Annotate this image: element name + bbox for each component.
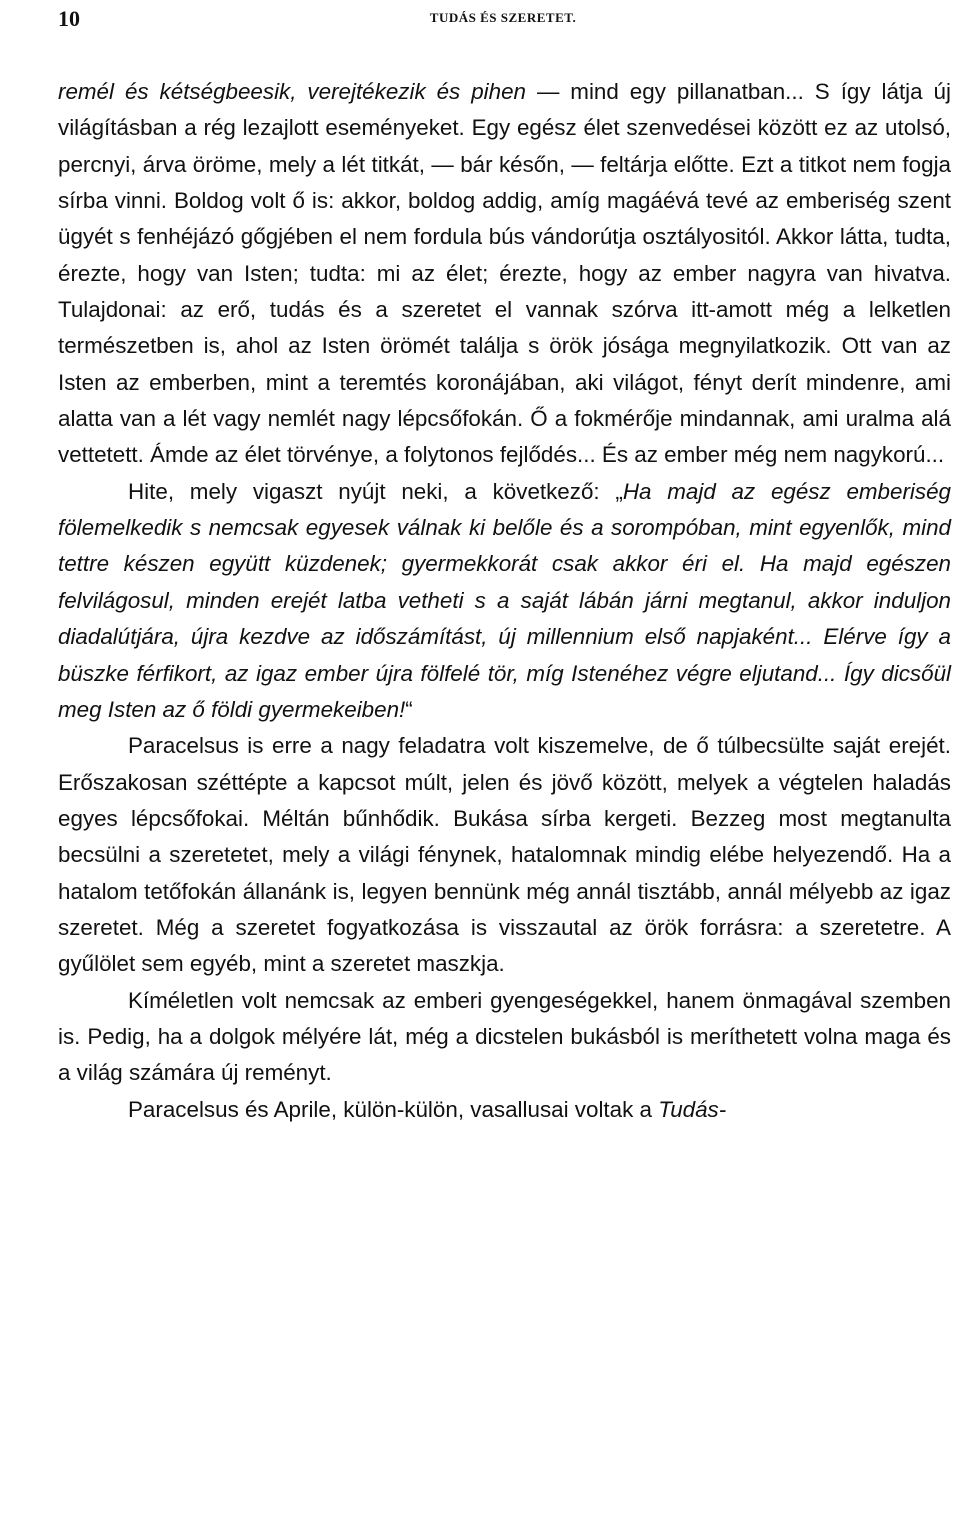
italic-run: Ha majd az egész emberiség fölemelkedik s nemcsak egyesek válnak ki belőle és a sorompóban, mint egyenlők, mind tettre készen együtt küzdenek; gyermekkorát csak akkor éri el. Ha majd egészen felvilágosul, minden erejét latba vetheti s a saját lábán járni megtanul, akkor induljon diadalútjára, újra kezdve az időszámítást, új millennium első napjaként... Elérve így a büszke férfikort, az igaz ember újra fölfelé tör, míg Istenéhez végre eljutand... Így dicsőül meg Isten az ő földi gyermekeiben!: [58, 478, 951, 722]
paragraph: [58, 728, 951, 982]
text-run: “: [405, 696, 413, 722]
page-number: 10: [58, 6, 80, 31]
italic-run: Tudás-: [658, 1096, 727, 1122]
paragraph: [58, 74, 951, 474]
body-text: [58, 74, 951, 1128]
text-run: — mind egy pillanatban... S így látja új világításban a rég lezajlott eseményeket. Egy egész élet szenvedései között ez az utolsó, percnyi, árva öröme, mely a lét titkát, — bár későn, — feltárja előtte. Ezt a titkot nem fogja sírba vinni. Boldog volt ő is: akkor, boldog addig, amíg magáévá tevé az emberiség szent ügyét s fenhéjázó gőgjében el nem fordula bús vándorútja osztályositól. Akkor látta, tudta, érezte, hogy van Isten; tudta: mi az élet; érezte, hogy az ember nagyra van hivatva. Tulajdonai: az erő, tudás és a szeretet el vannak szórva itt-amott még a lelketlen természetben is, ahol az Isten örömét találja s örök jósága megnyilatkozik. Ott van az Isten az emberben, mint a teremtés koronájában, aki világot, fényt derít mindenre, ami alatta van a lét vagy nemlét nagy lépcsőfokán. Ő a fokmérője mindannak, ami uralma alá vettetett. Ámde az élet törvénye, a folytonos fejlődés... És az ember még nem nagykorú...: [58, 79, 951, 468]
italic-run: remél és kétségbeesik, verejtékezik és pihen: [58, 79, 526, 104]
paragraph: [58, 474, 951, 728]
paragraph: [58, 1092, 951, 1128]
page-header: [58, 6, 948, 36]
running-title: TUDÁS ÉS SZERETET.: [429, 10, 577, 25]
paragraph: [58, 983, 951, 1092]
text-run: Kíméletlen volt nemcsak az emberi gyengeségekkel, hanem önmagával szemben is. Pedig, ha a dolgok mélyére lát, még a dicstelen bukásból is meríthetett volna maga és a világ számára új reményt.: [58, 987, 951, 1086]
text-run: Hite, mely vigaszt nyújt neki, a következő: „: [128, 478, 623, 504]
text-run: Paracelsus is erre a nagy feladatra volt kiszemelve, de ő túlbecsülte saját erejét. Erőszakosan széttépte a kapcsot múlt, jelen és jövő között, melyek a végtelen haladás egyes lépcsőfokai. Méltán bűnhődik. Bukása sírba kergeti. Bezzeg most megtanulta becsülni a szeretetet, mely a világi fénynek, hatalomnak mindig elébe helyezendő. Ha a hatalom tetőfokán állanánk is, legyen bennünk még annál tisztább, annál mélyebb az igaz szeretet. Még a szeretet fogyatkozása is visszautal az örök forrásra: a szeretetre. A gyűlölet sem egyéb, mint a szeretet maszkja.: [58, 733, 951, 977]
text-run: Paracelsus és Aprile, külön-külön, vasallusai voltak a: [128, 1096, 659, 1122]
